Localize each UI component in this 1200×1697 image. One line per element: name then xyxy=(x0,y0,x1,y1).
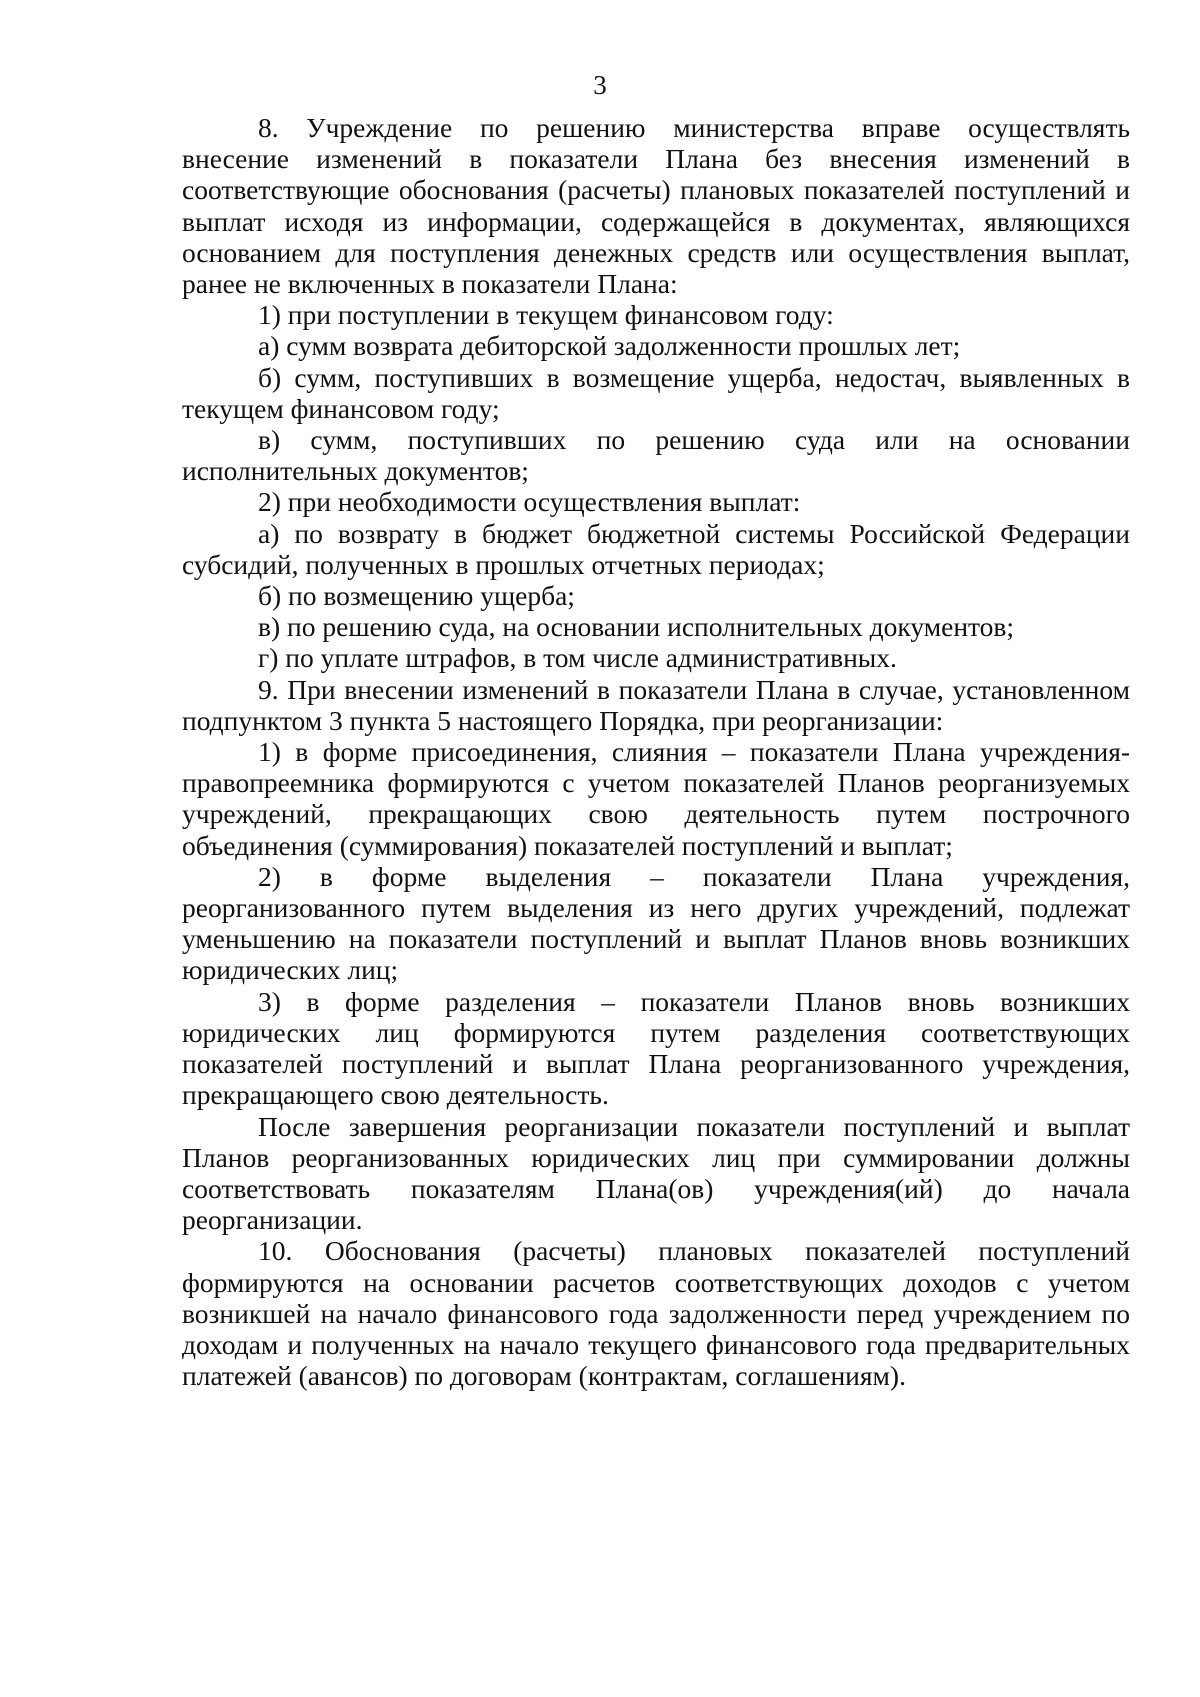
paragraph-8: 8. Учреждение по решению министерства вправе осуществлять внесение изменений в показатели Плана без внесения изменений в соответствующие обоснования (расчеты) плановых показателей поступлений и выплат исходя из информации, содержащейся в документах, являющихся основанием для поступления денежных средств или осуществления выплат, ранее не включенных в показатели Плана: xyxy=(182,112,1130,300)
paragraph-9-item-3: 3) в форме разделения – показатели Планов вновь возникших юридических лиц формируются путем разделения соответствующих показателей поступлений и выплат Плана реорганизованного учреждения, прекращающего свою деятельность. xyxy=(182,985,1130,1111)
paragraph-8-item-2a: а) по возврату в бюджет бюджетной системы Российской Федерации субсидий, полученных в прошлых отчетных периодах; xyxy=(182,517,1130,580)
paragraph-8-item-1a: а) сумм возврата дебиторской задолженности прошлых лет; xyxy=(258,330,961,362)
page-number: 3 xyxy=(593,70,607,100)
paragraph-8-item-1b: б) сумм, поступивших в возмещение ущерба, недостач, выявленных в текущем финансовом году; xyxy=(182,361,1130,424)
paragraph-9-closing: После завершения реорганизации показатели поступлений и выплат Планов реорганизованных юридических лиц при суммировании должны соответствовать показателям Плана(ов) учреждения(ий) до начала реорганизации. xyxy=(182,1110,1130,1236)
paragraph-8-item-2c: в) по решению суда, на основании исполнительных документов; xyxy=(258,611,1015,643)
paragraph-9: 9. При внесении изменений в показатели Плана в случае, установленном подпунктом 3 пункта 5 настоящего Порядка, при реорганизации: xyxy=(182,673,1130,736)
paragraph-9-item-1: 1) в форме присоединения, слияния – показатели Плана учреждения-правопреемника формируются с учетом показателей Планов реорганизуемых учреждений, прекращающих свою деятельность путем построчного объединения (суммирования) показателей поступлений и выплат; xyxy=(182,736,1130,861)
paragraph-8-item-1: 1) при поступлении в текущем финансовом году: xyxy=(258,299,834,331)
document-body xyxy=(182,112,1130,1391)
paragraph-8-item-1c: в) сумм, поступивших по решению суда или на основании исполнительных документов; xyxy=(182,424,1130,487)
paragraph-8-item-2d: г) по уплате штрафов, в том числе административных. xyxy=(258,642,897,674)
paragraph-9-item-2: 2) в форме выделения – показатели Плана учреждения, реорганизованного путем выделения из него других учреждений, подлежат уменьшению на показатели поступлений и выплат Планов вновь возникших юридических лиц; xyxy=(182,860,1130,986)
paragraph-8-item-2: 2) при необходимости осуществления выплат: xyxy=(258,486,801,518)
paragraph-10: 10. Обоснования (расчеты) плановых показателей поступлений формируются на основании расчетов соответствующих доходов с учетом возникшей на начало финансового года задолженности перед учреждением по доходам и полученных на начало текущего финансового года предварительных платежей (авансов) по договорам (контрактам, соглашениям). xyxy=(182,1235,1130,1392)
paragraph-8-item-2b: б) по возмещению ущерба; xyxy=(258,580,575,612)
